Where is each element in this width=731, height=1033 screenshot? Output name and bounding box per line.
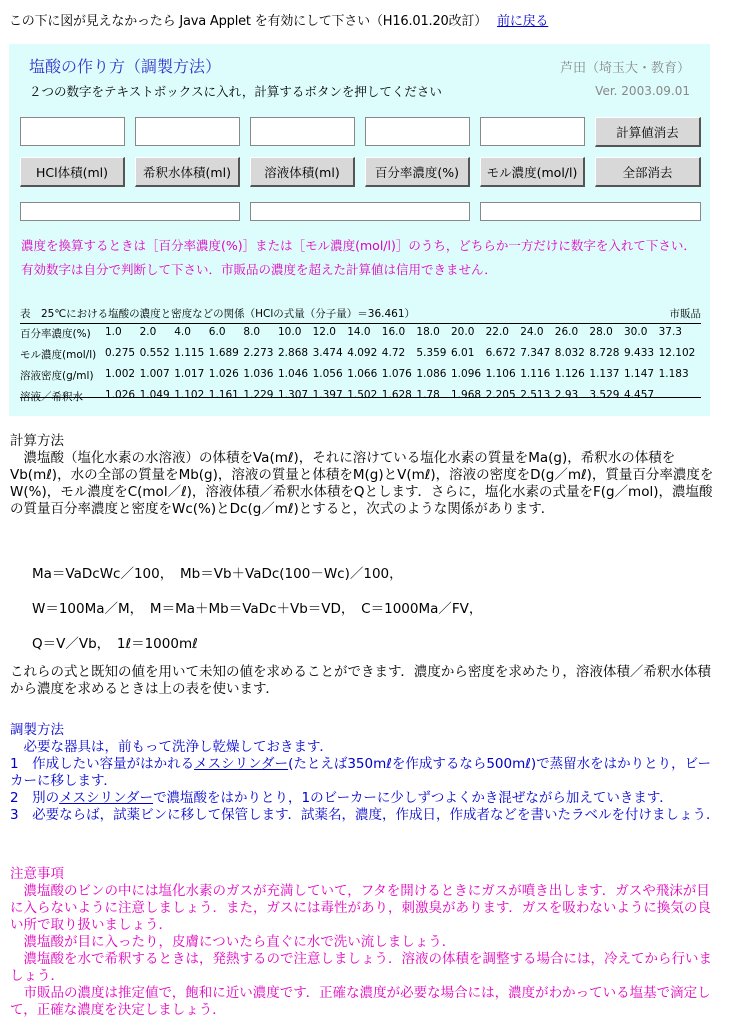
table-row [20, 326, 701, 340]
result-field-3[interactable] [480, 202, 701, 221]
table-cell: 24.0 [520, 326, 544, 338]
table-cell: 1.049 [139, 389, 170, 401]
calc-body: 濃塩酸（塩化水素の水溶液）の体積をVa(mℓ)，それに溶けている塩化水素の質量をMa(g)，希釈水の体積をVb(mℓ)，水の全部の質量をMb(g)，溶液の質量と体積をM(g)とV(mℓ)，溶液の密度をD(g／mℓ)，質量百分率濃度をW(%)，モル濃度をC(mol／ℓ)，溶液体積／希釈水体積をQとします．さらに，塩化水素の式量をF(g／mol)，濃塩酸の質量百分率濃度と密度をWc(%)とDc(g／mℓ)とすると，次式のような関係があります． [10, 450, 714, 517]
caution-p4: 市販品の濃度は推定値で，飽和に近い濃度です．正確な濃度が必要な場合には，濃度がわかっている塩基で滴定して，正確な濃度を決定しましょう． [10, 985, 711, 1018]
table-cell: 3.529 [589, 389, 620, 401]
table-cell: 1.076 [381, 368, 412, 380]
table-cell: 1.78 [416, 389, 440, 401]
table-cell: 1.147 [624, 368, 655, 380]
percent-input[interactable] [365, 117, 470, 146]
calc-section [10, 433, 722, 518]
table-cell: 6.0 [208, 326, 226, 338]
prep-step-1 [10, 756, 722, 790]
table-cell: 4.0 [174, 326, 191, 338]
top-notice-line [9, 10, 548, 29]
clear-results-button[interactable]: 計算値消去 [595, 117, 701, 147]
prep-step-2-b: で濃塩酸をはかりとり，1のビーカーに少しずつよくかき混ぜながら加えていきます． [153, 790, 673, 806]
water-volume-input[interactable] [135, 117, 240, 146]
applet-version: Ver. 2003.09.01 [595, 84, 690, 98]
table-cell: 1.026 [105, 389, 136, 401]
table-cell: 1.161 [208, 389, 239, 401]
applet-note: 濃度を換算するときは［百分率濃度(%)］または［モル濃度(mol/l)］のうち，どちらか一方だけに数字を入れて下さい．有効数字は自分で判断して下さい．市販品の濃度を超えた計算値は信用できません． [21, 238, 696, 277]
table-cell: 30.0 [624, 326, 648, 338]
table-cell: 0.275 [105, 347, 136, 359]
table-cell: 1.968 [451, 389, 482, 401]
measuring-cylinder-link[interactable]: メスシリンダー [194, 756, 289, 772]
table-cell: 14.0 [347, 326, 371, 338]
table-caption [20, 306, 701, 324]
table-cell: 6.01 [451, 347, 475, 359]
table-row-label: 溶液／希釈水 [20, 391, 83, 403]
table-cell: 4.092 [347, 347, 378, 359]
table-cell: 1.056 [312, 368, 343, 380]
solution-volume-input[interactable] [250, 117, 355, 146]
prep-section [10, 722, 722, 824]
table-cell: 10.0 [278, 326, 302, 338]
prep-heading: 調製方法 [10, 722, 64, 738]
table-cell: 37.3 [658, 326, 682, 338]
prep-line-0: 必要な器具は，前もって洗浄し乾燥しておきます． [10, 739, 333, 755]
table-cell: 2.205 [485, 389, 516, 401]
table-cell: 1.137 [589, 368, 620, 380]
table-cell: 1.126 [554, 368, 585, 380]
measuring-cylinder-link-2[interactable]: メスシリンダー [59, 790, 154, 806]
table-cell: 1.007 [139, 368, 170, 380]
table-cell: 1.036 [243, 368, 274, 380]
caution-p2: 濃塩酸が目に入ったり，皮膚についたら直ぐに水で洗い流しましょう． [10, 934, 456, 950]
calc-after: これらの式と既知の値を用いて未知の値を求めることができます．濃度から密度を求めたり，溶液体積／希釈水体積から濃度を求めるときは上の表を使います． [10, 664, 711, 697]
table-cell: 1.502 [347, 389, 378, 401]
table-row-label: 溶液密度(g/ml) [20, 370, 94, 382]
water-volume-button[interactable]: 希釈水体積(ml) [135, 157, 240, 187]
table-cell: 1.116 [520, 368, 551, 380]
prep-step-1-b: (たとえば350mℓを作成するなら500mℓ)で蒸留水をはかりとり，ビーカーに移します． [10, 756, 712, 789]
molarity-button[interactable]: モル濃度(mol/l) [480, 157, 585, 187]
table-cell: 5.359 [416, 347, 447, 359]
table-cell: 2.273 [243, 347, 274, 359]
formula-line-2: W＝100Ma／M， M＝Ma＋Mb＝VaDc＋Vb＝VD， C＝1000Ma／FV， [32, 601, 483, 617]
back-link[interactable]: 前に戻る [497, 14, 549, 29]
formula-line-3: Q＝V／Vb， 1ℓ＝1000mℓ [32, 636, 198, 652]
table-cell: 1.002 [105, 368, 136, 380]
table-cell: 1.102 [174, 389, 205, 401]
table-row-label: 百分率濃度(%) [20, 328, 91, 340]
table-cell: 1.307 [278, 389, 309, 401]
molarity-input[interactable] [480, 117, 585, 146]
table-cell: 2.513 [520, 389, 551, 401]
table-cell: 1.183 [658, 368, 689, 380]
prep-step-2 [10, 790, 722, 807]
table-cell: 1.115 [174, 347, 205, 359]
prep-step-1-a: 1 作成したい容量がはかれる [10, 756, 195, 772]
table-cell: 16.0 [381, 326, 406, 338]
table-cell: 22.0 [485, 326, 509, 338]
table-cell: 1.086 [416, 368, 447, 380]
applet-panel [9, 44, 710, 416]
table-cell: 4.72 [381, 347, 406, 359]
applet-title: 塩酸の作り方（調製方法） [29, 57, 222, 76]
prep-step-3: 3 必要ならば，試薬ビンに移して保管します．試薬名，濃度，作成日，作成者などを書いたラベルを付けましょう． [10, 807, 720, 823]
table-cell: 1.628 [381, 389, 412, 401]
table-cell: 2.93 [554, 389, 579, 401]
caution-p3: 濃塩酸を水で希釈するときは，発熱するので注意しましょう．溶液の体積を調整する場合には，冷えてから行いましょう． [10, 951, 712, 984]
table-cell: 3.474 [312, 347, 343, 359]
hcl-volume-input[interactable] [20, 117, 125, 146]
table-cell: 1.026 [208, 368, 239, 380]
table-row [20, 347, 701, 361]
table-cell: 12.102 [658, 347, 696, 359]
table-cell: 28.0 [589, 326, 613, 338]
table-row [20, 389, 701, 403]
caution-p1: 濃塩酸のビンの中には塩化水素のガスが充満していて，フタを開けるときにガスが噴き出します．ガスや飛沫が目に入らないように注意しましょう．また，ガスには毒性があり，刺激臭があります．ガスを吸わないように換気の良い所で取り扱いましょう． [10, 883, 711, 933]
table-cell: 1.017 [174, 368, 205, 380]
table-cell: 8.032 [554, 347, 585, 359]
table-cell: 2.868 [278, 347, 309, 359]
table-cell: 1.106 [485, 368, 516, 380]
formula-line-1: Ma＝VaDcWc／100， Mb＝Vb＋VaDc(100－Wc)／100， [32, 566, 403, 582]
table-cell: 7.347 [520, 347, 551, 359]
table-row-label: モル濃度(mol/l) [20, 349, 97, 361]
table-cell: 4.457 [624, 389, 655, 401]
table-cell: 1.397 [312, 389, 343, 401]
applet-instruction: ２つの数字をテキストボックスに入れ，計算するボタンを押してください [29, 84, 442, 99]
table-cell: 12.0 [312, 326, 336, 338]
table-cell: 1.046 [278, 368, 309, 380]
table-cell: 1.689 [208, 347, 239, 359]
table-cell: 1.0 [105, 326, 122, 338]
table-cell: 8.728 [589, 347, 620, 359]
table-cell: 26.0 [554, 326, 579, 338]
result-field-2[interactable] [250, 202, 470, 221]
table-caption-text: 表 25℃における塩酸の濃度と密度などの関係（HClの式量（分子量）＝36.461） [20, 308, 416, 320]
table-cell: 2.0 [139, 326, 157, 338]
table-cell: 1.229 [243, 389, 274, 401]
table-row [20, 368, 701, 382]
table-cell: 1.096 [451, 368, 482, 380]
table-cell: 20.0 [451, 326, 475, 338]
applet-notice: この下に図が見えなかったら Java Applet を有効にして下さい（H16.01.20改訂） [9, 14, 488, 29]
hcl-volume-button[interactable]: HCl体積(ml) [20, 157, 125, 187]
table-caption-commercial: 市販品 [669, 308, 701, 320]
clear-all-button[interactable]: 全部消去 [595, 157, 701, 187]
calc-heading: 計算方法 [10, 433, 64, 449]
table-bottom-rule [20, 397, 701, 398]
result-field-1[interactable] [20, 202, 240, 221]
table-cell: 8.0 [243, 326, 261, 338]
table-cell: 18.0 [416, 326, 440, 338]
percent-button[interactable]: 百分率濃度(%) [365, 157, 470, 187]
table-cell: 1.066 [347, 368, 378, 380]
table-cell: 6.672 [485, 347, 516, 359]
prep-step-2-a: 2 別の [10, 790, 60, 806]
caution-section [10, 866, 722, 1019]
applet-author: 芦田（埼玉大・教育） [559, 61, 690, 76]
solution-volume-button[interactable]: 溶液体積(ml) [250, 157, 355, 187]
table-cell: 0.552 [139, 347, 170, 359]
caution-heading: 注意事項 [10, 866, 64, 882]
table-cell: 9.433 [624, 347, 655, 359]
